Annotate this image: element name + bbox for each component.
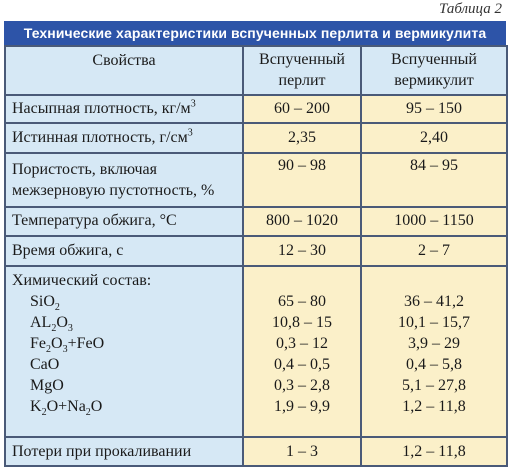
header-perlite-line: перлит: [278, 72, 326, 90]
row-label-text: Истинная плотность, г/см: [12, 129, 188, 147]
table-row: [5, 236, 507, 266]
perlite-value: 1,9 – 9,9: [274, 397, 330, 415]
characteristics-table: [4, 45, 508, 467]
vermiculite-value: 36 – 41,2: [404, 292, 464, 310]
chem-formula: CaO: [30, 355, 60, 373]
perlite-value: 2,35: [243, 123, 361, 153]
row-label-line: межзерновую пустотность, %: [12, 182, 215, 200]
vermiculite-value: 1,2 – 11,8: [402, 397, 466, 415]
row-label-sup: 3: [187, 128, 193, 140]
chem-formula: $AL_2O_3$: [30, 313, 73, 334]
vermiculite-value: 0,4 – 5,8: [406, 355, 462, 373]
row-label: [5, 123, 243, 153]
row-label-line: Пористость, включая: [12, 161, 157, 179]
perlite-value: 12 – 30: [243, 236, 361, 266]
table-row: [5, 153, 507, 207]
vermiculite-value: 10,1 – 15,7: [398, 313, 470, 331]
vermiculite-value: 2 – 7: [361, 236, 507, 266]
vermiculite-value: 1,2 – 11,8: [361, 437, 507, 466]
chem-heading: Химический состав:: [12, 271, 152, 289]
row-label-text: Насыпная плотность, кг/м: [12, 99, 191, 117]
row-label: Время обжига, с: [5, 236, 243, 266]
perlite-value: 60 – 200: [243, 95, 361, 124]
table-title: Технические характеристики вспученных перлита и вермикулита: [4, 21, 506, 45]
header-vermiculite-line: вермикулит: [394, 72, 474, 90]
chem-formula: SiO$_2$: [30, 292, 60, 313]
vermiculite-value: 3,9 – 29: [408, 334, 460, 352]
header-property: Свойства: [5, 46, 243, 95]
table-row: [5, 95, 507, 124]
perlite-value: 0,4 – 0,5: [274, 355, 330, 373]
vermiculite-value: 2,40: [361, 123, 507, 153]
header-vermiculite: [361, 46, 507, 95]
chem-vermiculite-cell: [361, 266, 507, 437]
vermiculite-value: 95 – 150: [361, 95, 507, 124]
perlite-value: 10,8 – 15: [272, 313, 332, 331]
row-label: [5, 95, 243, 124]
perlite-value: 0,3 – 12: [276, 334, 328, 352]
chem-formula: $K_2O+Na_2O$: [30, 397, 103, 418]
perlite-value: 1 – 3: [243, 437, 361, 466]
row-label-sup: 3: [190, 98, 196, 110]
header-perlite: [243, 46, 361, 95]
chem-formula: MgO: [30, 376, 64, 394]
chem-label-cell: [5, 266, 243, 437]
table-caption: Таблица 2: [439, 1, 502, 17]
perlite-value: 0,3 – 2,8: [274, 376, 330, 394]
table-row: [5, 437, 507, 466]
perlite-value: 90 – 98: [243, 153, 361, 207]
vermiculite-value: 84 – 95: [361, 153, 507, 207]
chem-row: [5, 266, 507, 437]
perlite-value: 800 – 1020: [243, 207, 361, 236]
table-row: [5, 123, 507, 153]
row-label: [5, 153, 243, 207]
vermiculite-value: 1000 – 1150: [361, 207, 507, 236]
vermiculite-value: 5,1 – 27,8: [402, 376, 466, 394]
chem-formula: $Fe_2O_3+FeO$: [30, 334, 105, 355]
header-perlite-line: Вспученный: [259, 51, 345, 69]
header-vermiculite-line: Вспученный: [391, 51, 477, 69]
row-label: Потери при прокаливании: [5, 437, 243, 466]
row-label: Температура обжига, °С: [5, 207, 243, 236]
chem-perlite-cell: [243, 266, 361, 437]
header-row: [5, 46, 507, 95]
table-row: [5, 207, 507, 236]
perlite-value: 65 – 80: [278, 292, 326, 310]
